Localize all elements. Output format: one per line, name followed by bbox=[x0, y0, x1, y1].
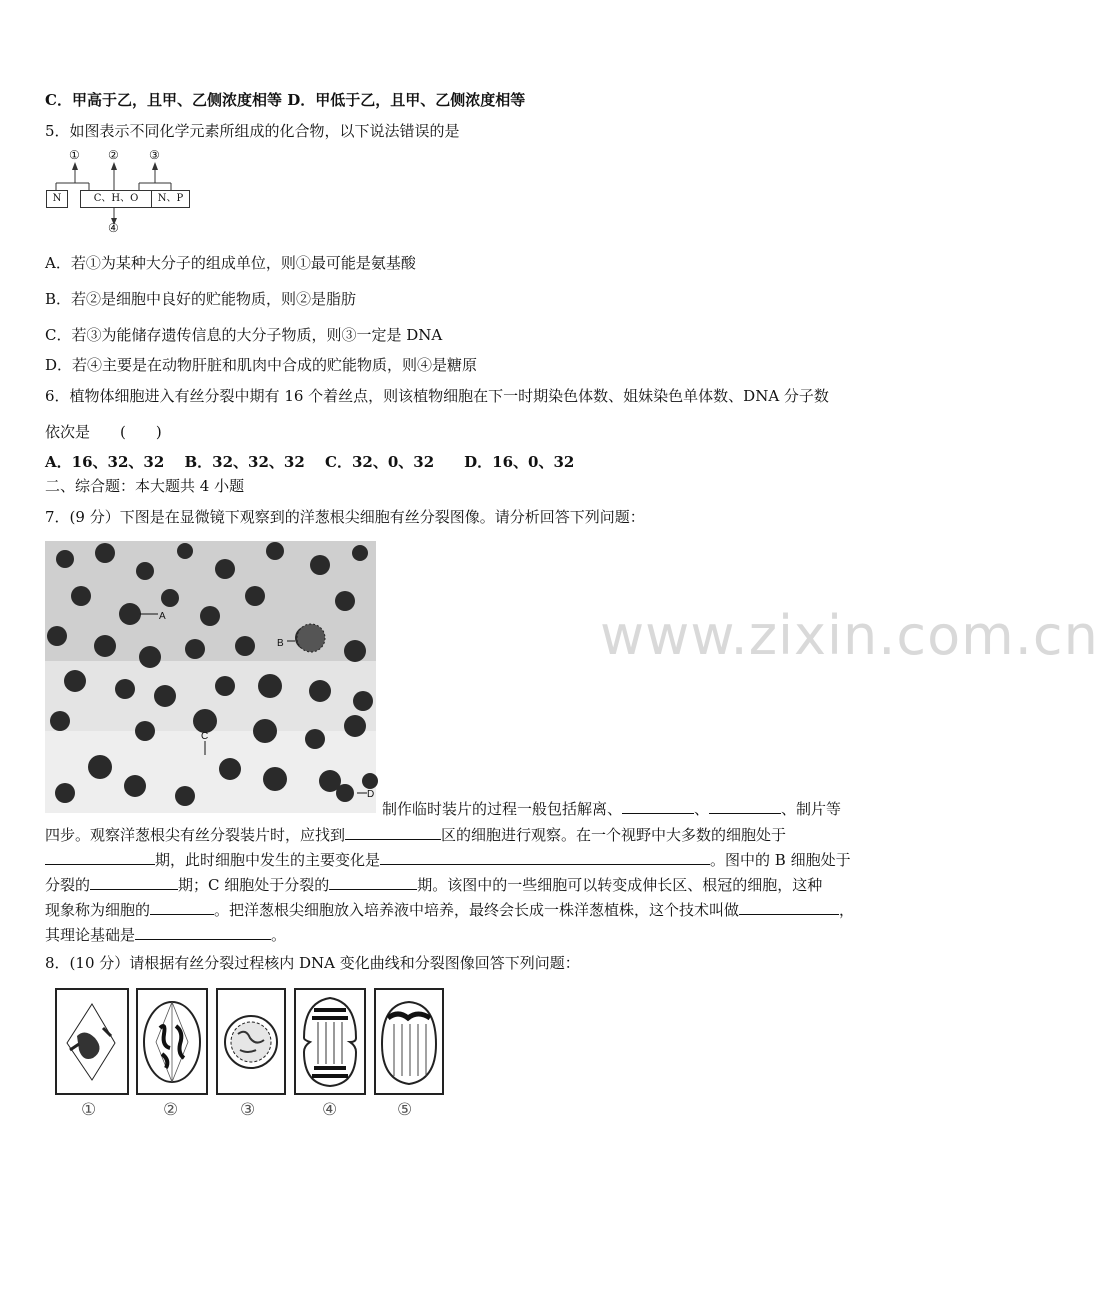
microscope-photo bbox=[45, 541, 376, 813]
blank-4[interactable] bbox=[45, 850, 155, 865]
photo-label-a: A bbox=[159, 611, 166, 622]
blank-7[interactable] bbox=[329, 875, 417, 890]
figure-label-1: ① bbox=[81, 1100, 97, 1120]
watermark: www.zixin.com.cn bbox=[600, 604, 1099, 667]
q7-stem: 7．(9 分）下图是在显微镜下观察到的洋葱根尖细胞有丝分裂图像。请分析回答下列问题： bbox=[45, 508, 645, 526]
q5-stem: 5．如图表示不同化学元素所组成的化合物，以下说法错误的是 bbox=[45, 122, 460, 140]
blank-10[interactable] bbox=[135, 925, 271, 940]
figure-label-5: ⑤ bbox=[397, 1100, 413, 1120]
blank-3[interactable] bbox=[345, 825, 441, 840]
figure-label-2: ② bbox=[163, 1100, 179, 1120]
q6-options: A．16、32、32 B．32、32、32 C．32、0、32 D．16、0、32 bbox=[45, 453, 575, 471]
blank-8[interactable] bbox=[150, 900, 214, 915]
blank-1[interactable] bbox=[622, 799, 694, 814]
diagram-label-1: ① bbox=[69, 148, 80, 162]
blank-5[interactable] bbox=[380, 850, 710, 865]
box-np: N、P bbox=[151, 190, 190, 208]
section-title: 二、综合题：本大题共 4 小题 bbox=[45, 477, 245, 495]
blank-2[interactable] bbox=[709, 799, 781, 814]
q8-stem: 8．(10 分）请根据有丝分裂过程核内 DNA 变化曲线和分裂图像回答下列问题： bbox=[45, 954, 580, 972]
cell-figure-2 bbox=[136, 988, 208, 1095]
q5-option-a: A．若①为某种大分子的组成单位，则①最可能是氨基酸 bbox=[45, 254, 416, 272]
figure-label-4: ④ bbox=[322, 1100, 338, 1120]
blank-9[interactable] bbox=[739, 900, 839, 915]
q7-line-1: 制作临时装片的过程一般包括解离、 、 、制片等 bbox=[382, 800, 842, 818]
option-c-prev: C．甲高于乙，且甲、乙侧浓度相等 D．甲低于乙，且甲、乙侧浓度相等 bbox=[45, 91, 526, 109]
q7-line-5: 现象称为细胞的 。把洋葱根尖细胞放入培养液中培养，最终会长成一株洋葱植株，这个技术叫做 ， bbox=[45, 901, 855, 919]
box-cho: C、H、O bbox=[80, 190, 152, 208]
diagram-label-2: ② bbox=[108, 148, 119, 162]
q7-line-4: 分裂的 期；C 细胞处于分裂的 期。该图中的一些细胞可以转变成伸长区、根冠的细胞，这种 bbox=[45, 876, 823, 894]
q5-option-b: B．若②是细胞中良好的贮能物质，则②是脂肪 bbox=[45, 290, 357, 308]
q7-line-6: 其理论基础是 。 bbox=[45, 926, 287, 944]
q7-line-3: 期，此时细胞中发生的主要变化是 。图中的 B 细胞处于 bbox=[45, 850, 851, 870]
photo-label-c: C bbox=[201, 731, 209, 742]
q7-line-2: 四步。观察洋葱根尖有丝分裂装片时，应找到 区的细胞进行观察。在一个视野中大多数的细胞处于 bbox=[45, 826, 787, 844]
blank-6[interactable] bbox=[90, 875, 178, 890]
q5-option-c: C．若③为能储存遗传信息的大分子物质，则③一定是 DNA bbox=[45, 326, 443, 344]
cell-figure-1 bbox=[55, 988, 129, 1095]
q6-stem: 6．植物体细胞进入有丝分裂中期有 16 个着丝点，则该植物细胞在下一时期染色体数、姐妹染色单体数、DNA 分子数 bbox=[45, 387, 829, 405]
diagram-label-3: ③ bbox=[149, 148, 160, 162]
q6-stem-2: 依次是 ( ) bbox=[45, 423, 162, 441]
photo-label-d: D bbox=[367, 789, 375, 800]
figure-label-3: ③ bbox=[240, 1100, 256, 1120]
box-n: N bbox=[46, 190, 68, 208]
photo-label-b: B bbox=[277, 638, 284, 649]
cell-figure-4 bbox=[294, 988, 366, 1095]
cell-figure-5 bbox=[374, 988, 444, 1095]
q5-option-d: D．若④主要是在动物肝脏和肌肉中合成的贮能物质，则④是糖原 bbox=[45, 356, 478, 374]
diagram-label-4: ④ bbox=[108, 221, 119, 235]
cell-figure-3 bbox=[216, 988, 286, 1095]
